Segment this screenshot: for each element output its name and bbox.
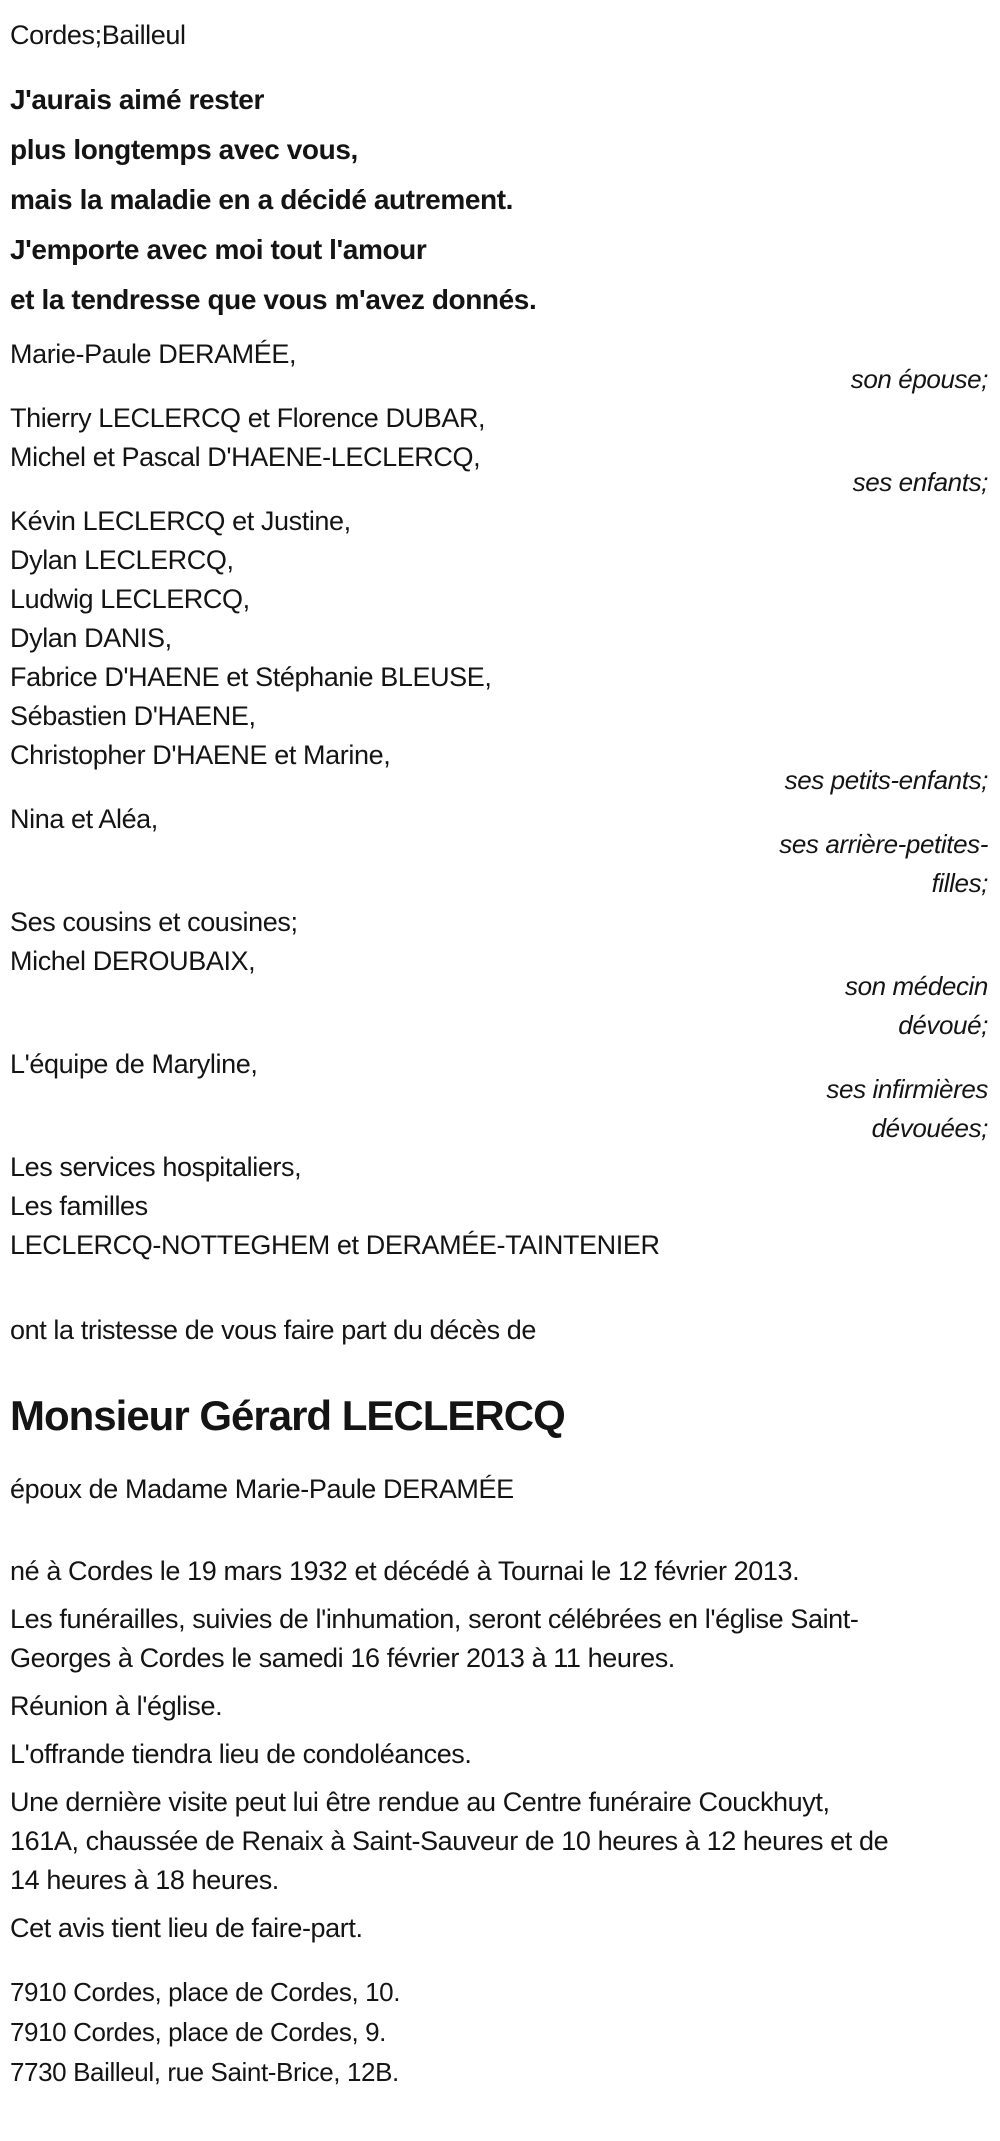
family-name: Michel et Pascal D'HAENE-LECLERCQ,: [10, 442, 481, 472]
detail-paragraph: [10, 1552, 988, 1591]
family-name: Kévin LECLERCQ et Justine,: [10, 506, 351, 536]
family-group: [10, 903, 988, 1045]
family-name: Les familles: [10, 1191, 148, 1221]
detail-paragraph: [10, 1909, 988, 1948]
detail-line: Georges à Cordes le samedi 16 février 2013 à 11 heures.: [10, 1643, 675, 1673]
family-name: Christopher D'HAENE et Marine,: [10, 740, 391, 770]
relation-line: ses infirmières: [826, 1074, 988, 1104]
announcement-line: ont la tristesse de vous faire part du décès de: [10, 1315, 537, 1345]
family-name: Nina et Aléa,: [10, 804, 158, 834]
address-list: [10, 1972, 988, 2092]
epitaph-line: plus longtemps avec vous,: [10, 134, 358, 165]
detail-paragraph: [10, 1687, 988, 1726]
family-name: Fabrice D'HAENE et Stéphanie BLEUSE,: [10, 662, 492, 692]
family-group: [10, 502, 988, 800]
epitaph-line: mais la maladie en a décidé autrement.: [10, 184, 514, 215]
epitaph-poem: [10, 75, 988, 325]
relation-line: ses enfants;: [852, 467, 988, 497]
relation-line: dévouées;: [871, 1113, 988, 1143]
family-name: Ludwig LECLERCQ,: [10, 584, 250, 614]
location-header: Cordes;Bailleul: [10, 20, 186, 50]
family-name: Dylan DANIS,: [10, 623, 172, 653]
family-name: Michel DEROUBAIX,: [10, 946, 256, 976]
detail-line: Une dernière visite peut lui être rendue au Centre funéraire Couckhuyt,: [10, 1787, 830, 1817]
family-name: Les services hospitaliers,: [10, 1152, 302, 1182]
epitaph-line: et la tendresse que vous m'avez donnés.: [10, 284, 537, 315]
detail-line: L'offrande tiendra lieu de condoléances.: [10, 1739, 472, 1769]
detail-line: Réunion à l'église.: [10, 1691, 223, 1721]
spouse-line: époux de Madame Marie-Paule DERAMÉE: [10, 1474, 514, 1504]
epitaph-line: J'aurais aimé rester: [10, 84, 264, 115]
detail-line: né à Cordes le 19 mars 1932 et décédé à Tournai le 12 février 2013.: [10, 1556, 800, 1586]
relation-line: ses petits-enfants;: [784, 765, 988, 795]
family-name: LECLERCQ-NOTTEGHEM et DERAMÉE-TAINTENIER: [10, 1230, 660, 1260]
address-line: 7910 Cordes, place de Cordes, 9.: [10, 2017, 386, 2047]
detail-line: 161A, chaussée de Renaix à Saint-Sauveur de 10 heures à 12 heures et de: [10, 1826, 889, 1856]
detail-paragraph: [10, 1735, 988, 1774]
family-name: Ses cousins et cousines;: [10, 907, 298, 937]
family-group: [10, 800, 988, 903]
detail-line: Les funérailles, suivies de l'inhumation, seront célébrées en l'église Saint-: [10, 1604, 859, 1634]
relation-line: dévoué;: [898, 1010, 988, 1040]
detail-line: Cet avis tient lieu de faire-part.: [10, 1913, 363, 1943]
relation-line: filles;: [931, 868, 988, 898]
family-name: Thierry LECLERCQ et Florence DUBAR,: [10, 403, 486, 433]
deceased-name: Monsieur Gérard LECLERCQ: [10, 1392, 565, 1439]
family-list: [10, 335, 988, 1265]
family-group: [10, 399, 988, 502]
family-group: [10, 1045, 988, 1148]
funeral-details: [10, 1552, 988, 1948]
family-group: [10, 1148, 988, 1265]
family-name: L'équipe de Maryline,: [10, 1049, 258, 1079]
detail-line: 14 heures à 18 heures.: [10, 1865, 279, 1895]
address-line: 7730 Bailleul, rue Saint-Brice, 12B.: [10, 2057, 399, 2087]
relation-line: son médecin: [844, 971, 988, 1001]
epitaph-line: J'emporte avec moi tout l'amour: [10, 234, 427, 265]
detail-paragraph: [10, 1783, 988, 1900]
address-line: 7910 Cordes, place de Cordes, 10.: [10, 1977, 401, 2007]
relation-line: son épouse;: [850, 364, 988, 394]
family-group: [10, 335, 988, 399]
family-name: Marie-Paule DERAMÉE,: [10, 339, 297, 369]
detail-paragraph: [10, 1600, 988, 1678]
family-name: Sébastien D'HAENE,: [10, 701, 256, 731]
relation-line: ses arrière-petites-: [779, 829, 988, 859]
family-name: Dylan LECLERCQ,: [10, 545, 234, 575]
